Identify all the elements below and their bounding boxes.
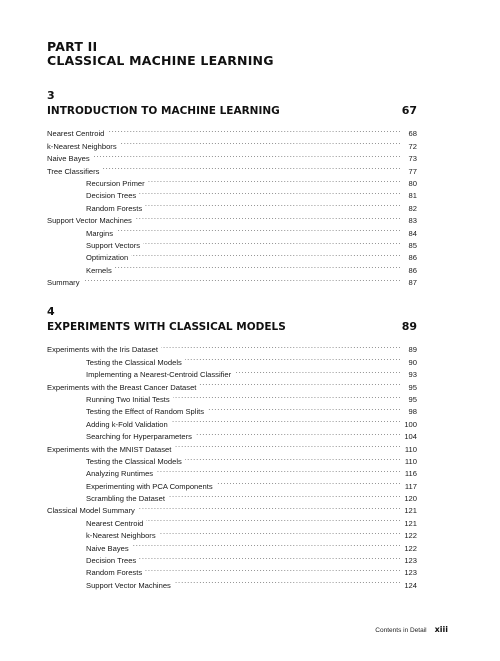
chapter-number: 3 <box>47 89 55 102</box>
dot-leader <box>139 186 400 198</box>
toc-entry-label: Adding k-Fold Validation <box>86 419 168 429</box>
dot-leader <box>116 223 400 235</box>
toc-entry-label: Tree Classifiers <box>47 166 100 176</box>
toc-entry-label: Decision Trees <box>86 556 137 566</box>
dot-leader <box>83 273 401 285</box>
toc-entry-page: 123 <box>404 556 417 566</box>
dot-leader <box>195 427 400 439</box>
toc-entry[interactable] <box>47 273 417 288</box>
toc-entry-page: 110 <box>404 456 417 466</box>
toc-entry-page: 85 <box>408 240 417 250</box>
chapter-title: INTRODUCTION TO MACHINE LEARNING <box>47 105 280 117</box>
toc-entry-page: 81 <box>408 191 417 201</box>
dot-leader <box>139 551 400 563</box>
toc-entry-label: Experiments with the Iris Dataset <box>47 345 158 355</box>
dot-leader <box>234 365 400 377</box>
dot-leader <box>120 136 400 148</box>
dot-leader <box>102 161 400 173</box>
toc-entry-label: Analyzing Runtimes <box>86 469 154 479</box>
dot-leader <box>161 340 400 352</box>
toc-entry-label: Classical Model Summary <box>47 506 135 516</box>
toc-entry-page: 73 <box>408 154 417 164</box>
toc-entry-page: 122 <box>404 543 417 553</box>
toc-entry-label: Optimization <box>86 253 129 263</box>
toc-entry-page: 86 <box>408 253 417 263</box>
toc-entry-page: 98 <box>408 407 417 417</box>
chapter-number: 4 <box>47 305 55 318</box>
toc-entry-list <box>47 340 417 588</box>
dot-leader <box>131 248 400 260</box>
toc-entry-label: Nearest Centroid <box>86 518 144 528</box>
dot-leader <box>145 563 400 575</box>
toc-entry-label: Experimenting with PCA Components <box>86 481 213 491</box>
toc-entry-label: k-Nearest Neighbors <box>86 531 156 541</box>
chapter-title-row[interactable] <box>47 320 417 336</box>
toc-entry-label: Experiments with the MNIST Dataset <box>47 444 172 454</box>
toc-entry-label: Summary <box>47 278 80 288</box>
part-number: PART II <box>47 39 98 54</box>
toc-entry-page: 93 <box>408 370 417 380</box>
toc-entry-page: 95 <box>408 382 417 392</box>
toc-entry-page: 83 <box>408 216 417 226</box>
toc-entry-label: Searching for Hyperparameters <box>86 432 192 442</box>
page-footer <box>375 625 448 634</box>
dot-leader <box>174 575 400 587</box>
toc-entry-page: 84 <box>408 228 417 238</box>
toc-entry-label: Experiments with the Breast Cancer Dataset <box>47 382 197 392</box>
toc-entry-page: 116 <box>404 469 417 479</box>
dot-leader <box>185 452 400 464</box>
toc-entry-label: Testing the Effect of Random Splits <box>86 407 205 417</box>
toc-entry-label: Support Vectors <box>86 240 141 250</box>
toc-entry-page: 121 <box>404 518 417 528</box>
toc-entry-label: Recursion Primer <box>86 178 145 188</box>
toc-entry-label: Running Two Initial Tests <box>86 394 170 404</box>
toc-entry-list <box>47 124 417 288</box>
chapter-title-row[interactable] <box>47 104 417 120</box>
dot-leader <box>148 174 400 186</box>
toc-entry-page: 117 <box>404 481 417 491</box>
toc-entry-label: Scrambling the Dataset <box>86 494 165 504</box>
toc-entry-page: 72 <box>408 141 417 151</box>
chapter-page-number: 89 <box>401 320 417 333</box>
toc-entry-label: Naive Bayes <box>86 543 129 553</box>
dot-leader <box>168 489 400 501</box>
toc-entry-page: 124 <box>404 580 417 590</box>
part-heading <box>47 40 274 68</box>
dot-leader <box>199 377 400 389</box>
dot-leader <box>173 390 400 402</box>
dot-leader <box>156 464 400 476</box>
toc-subentry[interactable] <box>47 174 417 186</box>
dot-leader <box>171 414 400 426</box>
toc-entry-page: 123 <box>404 568 417 578</box>
toc-entry-page: 100 <box>404 419 417 429</box>
dot-leader <box>185 352 400 364</box>
toc-entry[interactable] <box>47 161 417 176</box>
dot-leader <box>107 124 400 136</box>
dot-leader <box>216 476 400 488</box>
toc-entry-page: 82 <box>408 203 417 213</box>
toc-entry-page: 120 <box>404 494 417 504</box>
toc-entry-page: 77 <box>408 166 417 176</box>
chapter-page-number: 67 <box>401 104 417 117</box>
dot-leader <box>207 402 400 414</box>
dot-leader <box>93 149 400 161</box>
toc-entry-label: Support Vector Machines <box>47 216 132 226</box>
toc-entry-page: 122 <box>404 531 417 541</box>
part-title: CLASSICAL MACHINE LEARNING <box>47 53 274 68</box>
toc-entry-label: Decision Trees <box>86 191 137 201</box>
dot-leader <box>135 211 400 223</box>
toc-entry-label: Testing the Classical Models <box>86 357 182 367</box>
toc-entry-label: Kernels <box>86 265 112 275</box>
toc-entry-label: k-Nearest Neighbors <box>47 141 117 151</box>
toc-entry[interactable] <box>47 124 417 139</box>
toc-entry-page: 80 <box>408 178 417 188</box>
toc-entry-label: Implementing a Nearest-Centroid Classifier <box>86 370 232 380</box>
toc-entry[interactable] <box>47 149 417 164</box>
footer-page-number: xiii <box>434 625 448 634</box>
toc-entry-page: 104 <box>404 432 417 442</box>
footer-section-label: Contents in Detail <box>375 627 427 634</box>
toc-entry-page: 110 <box>404 444 417 454</box>
chapter-3 <box>47 89 417 288</box>
toc-entry-label: Random Forests <box>86 203 143 213</box>
dot-leader <box>146 513 400 525</box>
chapter-title: EXPERIMENTS WITH CLASSICAL MODELS <box>47 321 286 333</box>
dot-leader <box>138 501 400 513</box>
dot-leader <box>145 198 400 210</box>
dot-leader <box>132 538 400 550</box>
toc-entry-label: Naive Bayes <box>47 154 90 164</box>
toc-entry-label: Support Vector Machines <box>86 580 171 590</box>
toc-entry-page: 90 <box>408 357 417 367</box>
toc-entry-label: Nearest Centroid <box>47 129 105 139</box>
toc-entry-label: Testing the Classical Models <box>86 456 182 466</box>
dot-leader <box>159 526 400 538</box>
toc-entry[interactable] <box>47 340 417 355</box>
chapter-4 <box>47 306 417 588</box>
dot-leader <box>115 260 400 272</box>
toc-entry-page: 121 <box>404 506 417 516</box>
toc-entry-page: 95 <box>408 394 417 404</box>
dot-leader <box>143 236 400 248</box>
toc-entry-label: Margins <box>86 228 114 238</box>
toc-entry-page: 87 <box>408 278 417 288</box>
toc-entry-label: Random Forests <box>86 568 143 578</box>
dot-leader <box>174 439 400 451</box>
toc-entry-page: 68 <box>408 129 417 139</box>
toc-entry-page: 89 <box>408 345 417 355</box>
toc-entry-page: 86 <box>408 265 417 275</box>
